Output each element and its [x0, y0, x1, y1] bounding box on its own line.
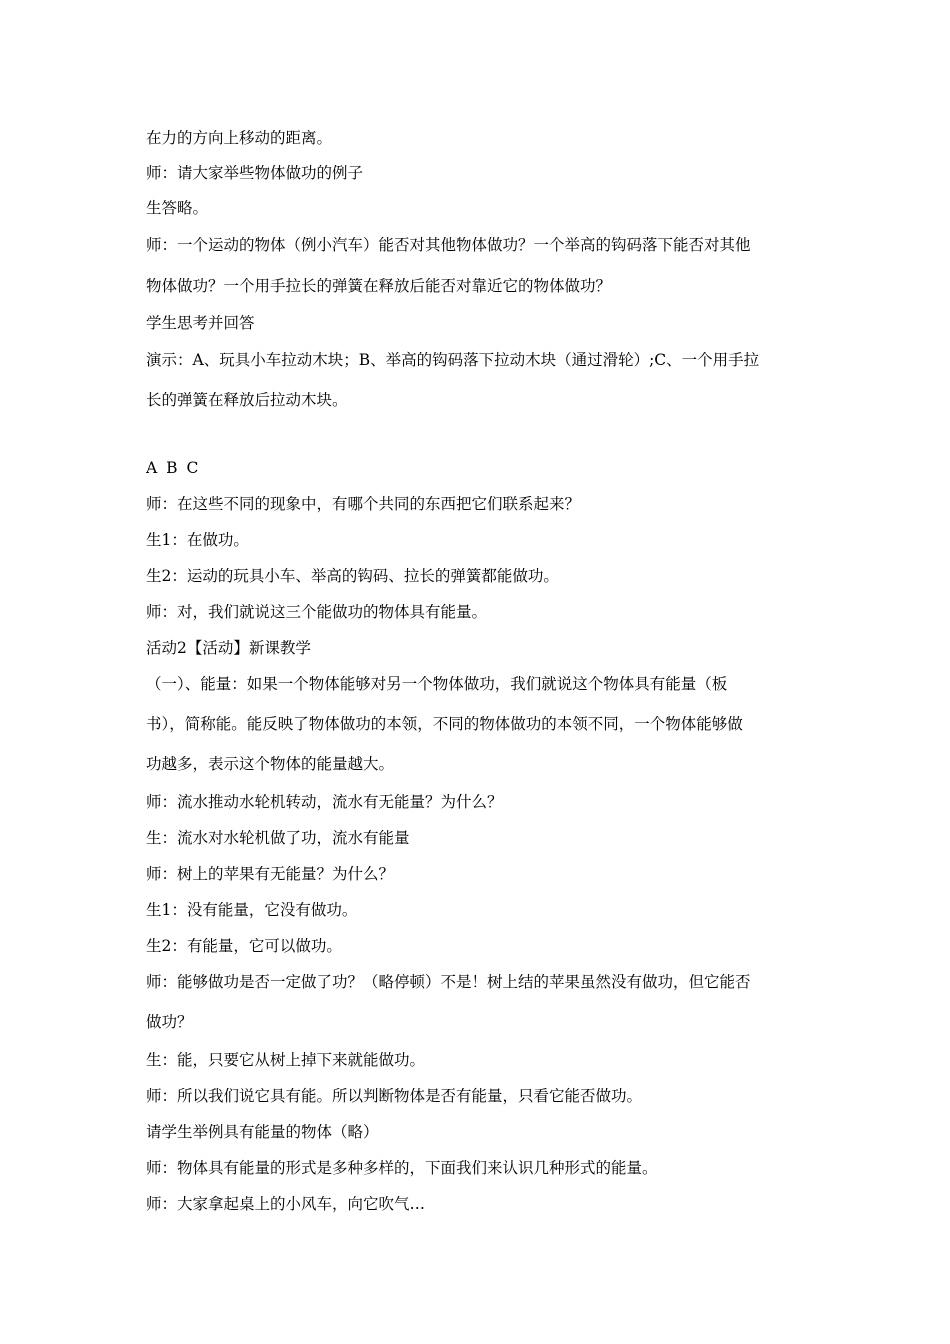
text-line-5: 物体做功？一个用手拉长的弹簧在释放后能否对靠近它的物体做功？: [146, 277, 612, 295]
text-line-27: 师：大家拿起桌上的小风车，向它吹气…: [146, 1195, 426, 1213]
text-line-9: 师：在这些不同的现象中，有哪个共同的东西把它们联系起来？: [146, 495, 581, 513]
text-line-26: 师：物体具有能量的形式是多种多样的，下面我们来认识几种形式的能量。: [146, 1159, 658, 1177]
text-line-7: 演示：A、玩具小车拉动木块；B、举高的钩码落下拉动木块（通过滑轮）;C、一个用手拉: [146, 351, 760, 369]
text-line-23: 生：能，只要它从树上掉下来就能做功。: [146, 1051, 426, 1069]
text-line-8: 长的弹簧在释放后拉动木块。: [146, 391, 348, 409]
text-line-12: 师：对，我们就说这三个能做功的物体具有能量。: [146, 603, 488, 621]
text-line-13: （一）、能量：如果一个物体能够对另一个物体做功，我们就说这个物体具有能量（板: [146, 675, 728, 693]
text-line-24: 师：所以我们说它具有能。所以判断物体是否有能量，只看它能否做功。: [146, 1087, 643, 1105]
text-line-16: 师：流水推动水轮机转动，流水有无能量？为什么？: [146, 793, 503, 811]
figure-labels: A B C: [146, 459, 201, 477]
section-heading: 活动2【活动】新课教学: [146, 639, 311, 657]
text-line-2: 师：请大家举些物体做功的例子: [146, 164, 364, 182]
text-line-14: 书），简称能。能反映了物体做功的本领，不同的物体做功的本领不同，一个物体能够做: [146, 715, 743, 733]
text-line-19: 生1：没有能量，它没有做功。: [146, 901, 358, 919]
text-line-22: 做功？: [146, 1013, 193, 1031]
text-line-10: 生1：在做功。: [146, 531, 249, 549]
text-line-3: 生答略。: [146, 199, 209, 217]
text-line-20: 生2：有能量，它可以做功。: [146, 937, 342, 955]
text-line-1: 在力的方向上移动的距离。: [146, 129, 333, 147]
text-line-6: 学生思考并回答: [146, 314, 255, 332]
text-line-18: 师：树上的苹果有无能量？为什么？: [146, 865, 395, 883]
text-line-17: 生：流水对水轮机做了功，流水有能量: [146, 829, 410, 847]
text-line-25: 请学生举例具有能量的物体（略）: [146, 1123, 379, 1141]
text-line-21: 师：能够做功是否一定做了功？（略停顿）不是！树上结的苹果虽然没有做功，但它能否: [146, 973, 751, 991]
text-line-15: 功越多，表示这个物体的能量越大。: [146, 755, 395, 773]
text-line-11: 生2：运动的玩具小车、举高的钩码、拉长的弹簧都能做功。: [146, 567, 559, 585]
text-line-4: 师：一个运动的物体（例小汽车）能否对其他物体做功？一个举高的钩码落下能否对其他: [146, 236, 751, 254]
